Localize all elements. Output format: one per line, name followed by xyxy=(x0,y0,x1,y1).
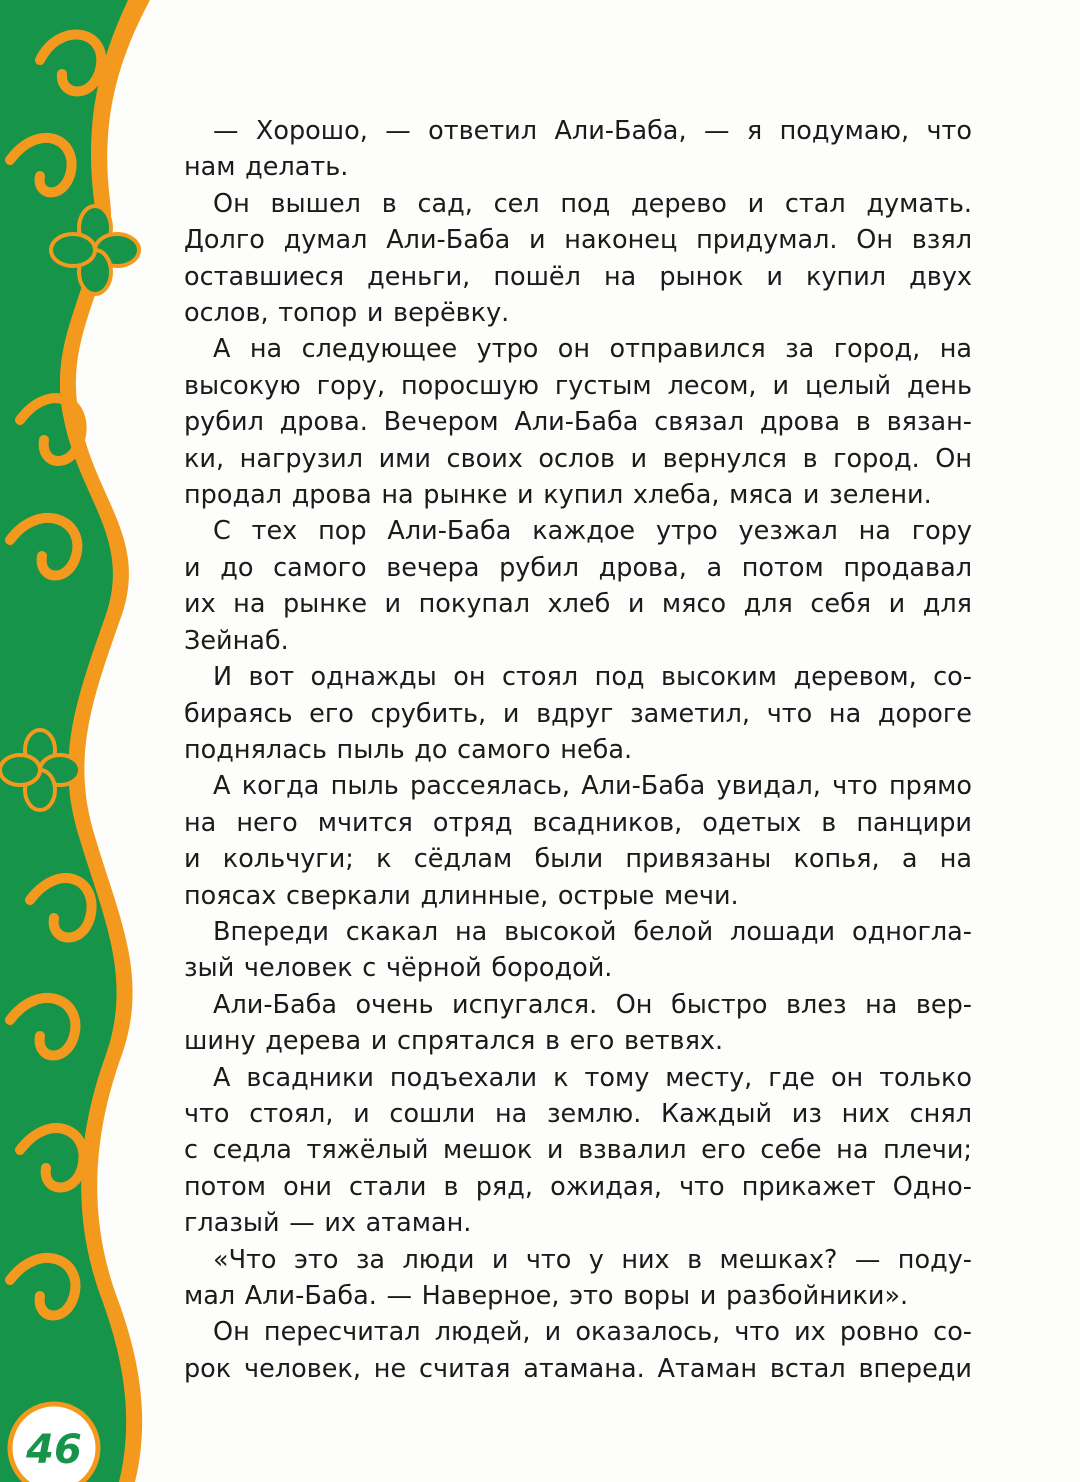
text-line: Он вышел в сад, сел под дерево и стал думать. xyxy=(213,188,972,219)
paragraph xyxy=(184,659,972,768)
text-line: Али-Баба очень испугался. Он быстро влез на вер- xyxy=(213,989,972,1020)
text-line: зый человек с чёрной бородой. xyxy=(184,953,613,984)
paragraph xyxy=(184,1314,972,1387)
paragraph xyxy=(184,914,972,987)
paragraph xyxy=(184,1060,972,1242)
text-line: что стоял, и сошли на землю. Каждый из них снял xyxy=(184,1098,972,1129)
page-number: 46 xyxy=(26,1427,82,1473)
text-line: с седла тяжёлый мешок и взвалил его себе на плечи; xyxy=(184,1135,972,1166)
paragraph xyxy=(184,1242,972,1315)
paragraph xyxy=(184,113,972,186)
text-line: — Хорошо, — ответил Али-Баба, — я подумаю, что xyxy=(213,116,972,146)
text-line: Впереди скакал на высокой белой лошади одногла- xyxy=(213,916,972,947)
text-line: глазый — их атаман. xyxy=(184,1208,472,1239)
text-line: продал дрова на рынке и купил хлеба, мяса и зелени. xyxy=(184,480,932,511)
text-line: Долго думал Али-Баба и наконец придумал. Он взял xyxy=(184,225,972,256)
text-line: поднялась пыль до самого неба. xyxy=(184,734,633,765)
text-line: рок человек, не считая атамана. Атаман встал впереди xyxy=(184,1353,972,1384)
text-line: высокую гору, поросшую густым лесом, и целый день xyxy=(184,370,972,401)
text-line: Он пересчитал людей, и оказалось, что их ровно со- xyxy=(213,1317,972,1348)
text-line: рубил дрова. Вечером Али-Баба связал дрова в вязан- xyxy=(184,407,972,438)
paragraph xyxy=(184,331,972,513)
text-line: А на следующее утро он отправился за город, на xyxy=(213,334,972,365)
paragraph xyxy=(184,987,972,1060)
text-line: поясах сверкали длинные, острые мечи. xyxy=(184,880,739,911)
paragraph xyxy=(184,186,972,332)
text-line: и до самого вечера рубил дрова, а потом продавал xyxy=(184,552,972,583)
paragraph xyxy=(184,768,972,914)
text-line: мал Али-Баба. — Наверное, это воры и разбойники». xyxy=(184,1281,909,1311)
text-line: их на рынке и покупал хлеб и мясо для себя и для xyxy=(184,589,972,620)
text-line: И вот однажды он стоял под высоким деревом, со- xyxy=(213,662,972,693)
text-line: А всадники подъехали к тому месту, где он только xyxy=(213,1062,972,1093)
text-line: оставшиеся деньги, пошёл на рынок и купил двух xyxy=(184,261,972,292)
paragraph xyxy=(184,513,972,659)
story-text xyxy=(184,113,972,1387)
text-line: потом они стали в ряд, ожидая, что прикажет Одно- xyxy=(184,1171,972,1202)
text-line: ки, нагрузил ими своих ослов и вернулся в город. Он xyxy=(184,443,972,474)
text-line: С тех пор Али-Баба каждое утро уезжал на гору xyxy=(213,516,972,547)
text-line: на него мчится отряд всадников, одетых в панцири xyxy=(184,807,972,838)
text-line: и кольчуги; к сёдлам были привязаны копья, а на xyxy=(184,844,972,875)
text-line: нам делать. xyxy=(184,152,349,183)
text-line: Зейнаб. xyxy=(184,625,289,656)
text-line: ослов, топор и верёвку. xyxy=(184,298,510,329)
text-line: шину дерева и спрятался в его ветвях. xyxy=(184,1026,724,1057)
text-line: А когда пыль рассеялась, Али-Баба увидал, что прямо xyxy=(213,771,972,802)
text-line: бираясь его срубить, и вдруг заметил, что на дороге xyxy=(184,698,972,729)
text-line: «Что это за люди и что у них в мешках? — поду- xyxy=(213,1244,972,1275)
